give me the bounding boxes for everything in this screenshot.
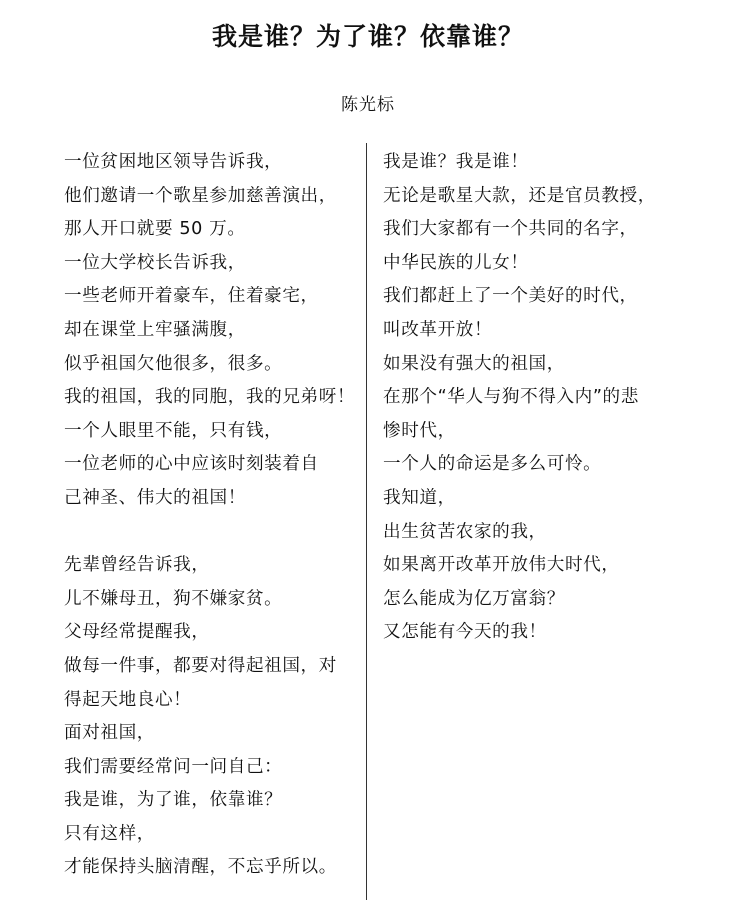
poem-line: 才能保持头脑清醒，不忘乎所以。 (64, 857, 337, 878)
poem-line: 我知道， (383, 487, 456, 508)
poem-line: 我们大家都有一个共同的名字， (383, 219, 638, 240)
poem-left-column (64, 146, 360, 885)
poem-line: 一些老师开着豪车，住着豪宅， (64, 286, 319, 307)
poem-line: 如果没有强大的祖国， (383, 353, 565, 374)
column-divider (366, 143, 367, 900)
poem-line: 一位大学校长告诉我， (64, 252, 246, 273)
poem-line: 先辈曾经告诉我， (64, 555, 210, 576)
poem-line: 只有这样， (64, 823, 155, 844)
poem-line: 一个人眼里不能，只有钱， (64, 420, 283, 441)
poem-line: 似乎祖国欠他很多，很多。 (64, 353, 283, 374)
poem-line: 那人开口就要 50 万。 (64, 219, 246, 240)
poem-line: 又怎能有今天的我！ (383, 622, 547, 643)
poem-line: 他们邀请一个歌星参加慈善演出， (64, 185, 337, 206)
poem-line: 得起天地良心！ (64, 689, 192, 710)
poem-line: 做每一件事，都要对得起祖国，对 (64, 655, 337, 676)
poem-right-column (383, 146, 683, 650)
poem-line: 中华民族的儿女！ (383, 252, 529, 273)
poem-line: 我是谁？我是谁！ (383, 152, 529, 172)
author-name: 陈光标 (341, 95, 395, 115)
poem-line: 一个人的命运是多么可怜。 (383, 454, 602, 475)
poem-line: 我们需要经常问一问自己： (64, 756, 283, 777)
poem-line: 怎么能成为亿万富翁？ (383, 588, 565, 609)
poem-line: 在那个“华人与狗不得入内”的悲 (383, 387, 639, 408)
page-title: 我是谁？为了谁？依靠谁？ (211, 22, 524, 51)
poem-line: 叫改革开放！ (383, 319, 493, 340)
poem-line: 如果离开改革开放伟大时代， (383, 555, 620, 576)
poem-line: 出生贫苦农家的我， (383, 521, 547, 542)
poem-line: 我们都赶上了一个美好的时代， (383, 286, 638, 307)
poem-line: 惨时代， (383, 420, 456, 441)
poem-line: 面对祖国， (64, 723, 155, 744)
poem-line: 一位贫困地区领导告诉我， (64, 152, 283, 172)
poem-line: 儿不嫌母丑，狗不嫌家贫。 (64, 588, 283, 609)
poem-line: 一位老师的心中应该时刻装着自 (64, 454, 319, 475)
poem-line: 我是谁，为了谁，依靠谁？ (64, 790, 283, 811)
poem-line: 己神圣、伟大的祖国！ (64, 487, 246, 508)
poem-line: 却在课堂上牢骚满腹， (64, 319, 246, 340)
poem-line: 我的祖国，我的同胞，我的兄弟呀！ (64, 387, 356, 408)
poem-line: 父母经常提醒我， (64, 622, 210, 643)
poem-line: 无论是歌星大款，还是官员教授， (383, 185, 656, 206)
poem-line (64, 516, 360, 550)
